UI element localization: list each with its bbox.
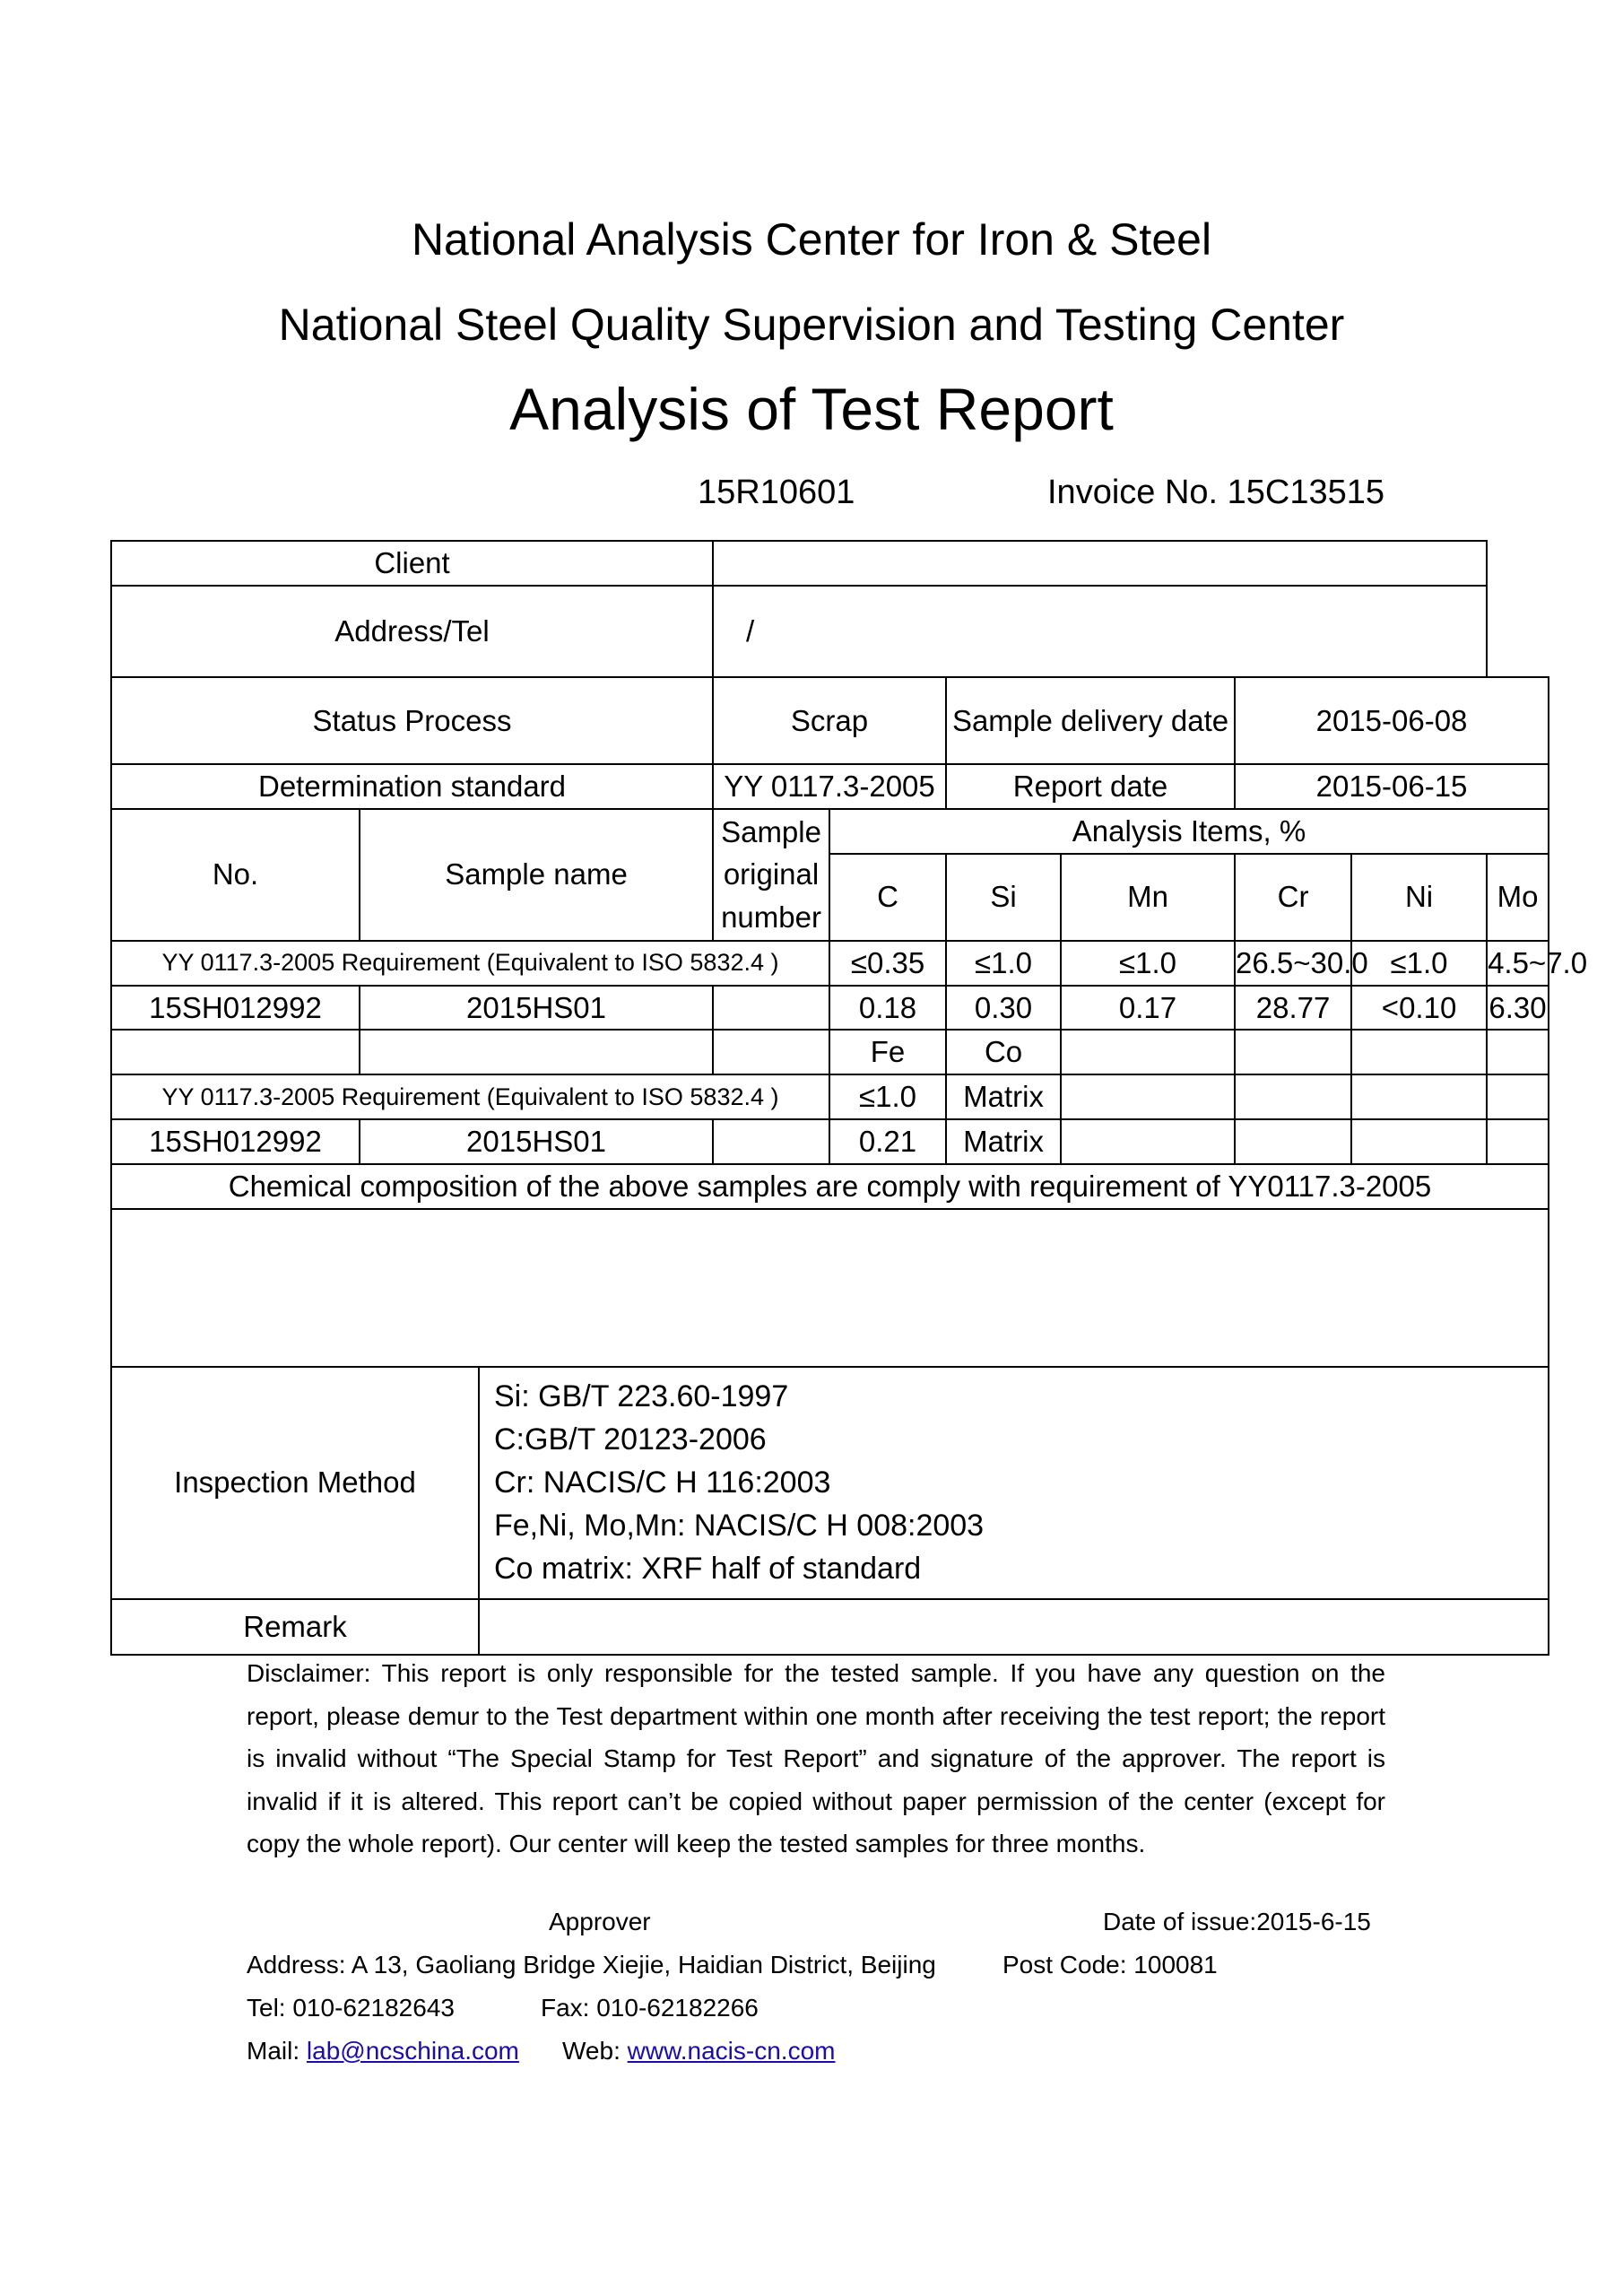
empty-cell	[1487, 1119, 1549, 1164]
web-label: Web:	[562, 2037, 621, 2065]
disclaimer: Disclaimer: This report is only responsible for the tested sample. If you have any question on the report, please demur to the Test department within one month after receiving the test report; the report is invalid without “The Special Stamp for Test Report” and signature of the approver. The report is invalid if it is altered. This report can’t be copied without paper permission of the center (except for copy the whole report). Our center will keep the tested samples for three months.	[247, 1659, 1385, 1857]
remark-value	[479, 1599, 1549, 1655]
mail-link[interactable]: lab@ncschina.com	[306, 2037, 519, 2065]
report-date-value: 2015-06-15	[1235, 764, 1549, 809]
empty-cell	[1487, 1030, 1549, 1074]
requirement-value: ≤1.0	[1061, 941, 1235, 986]
report-table	[110, 540, 1588, 1656]
sample-name: 2015HS01	[360, 986, 713, 1031]
mail-label: Mail:	[247, 2037, 300, 2065]
empty-cell	[1351, 1030, 1487, 1074]
report-title: Analysis of Test Report	[509, 376, 1114, 442]
invoice-number: Invoice No. 15C13515	[1047, 474, 1385, 511]
date-of-issue: Date of issue:2015-6-15	[1103, 1908, 1371, 1935]
requirement-label: YY 0117.3-2005 Requirement (Equivalent to ISO 5832.4 )	[111, 1074, 829, 1119]
inspection-method-label: Inspection Method	[111, 1367, 479, 1599]
client-label: Client	[111, 541, 713, 586]
requirement-value: ≤1.0	[829, 1074, 946, 1119]
method-item: Co matrix: XRF half of standard	[494, 1552, 922, 1587]
result-value: <0.10	[1351, 986, 1487, 1031]
requirement-value: 26.5~30.0	[1235, 941, 1351, 986]
requirement-value: ≤1.0	[946, 941, 1061, 986]
no-header: No.	[111, 809, 360, 941]
client-value	[713, 541, 1487, 586]
sample-delivery-label: Sample delivery date	[946, 677, 1235, 764]
sample-number: 15SH012992	[111, 1119, 360, 1164]
requirement-value: ≤0.35	[829, 941, 946, 986]
standard-label: Determination standard	[111, 764, 713, 809]
empty-cell	[360, 1030, 713, 1074]
method-item: C:GB/T 20123-2006	[494, 1422, 767, 1457]
empty-cell	[1235, 1030, 1351, 1074]
method-item: Fe,Ni, Mo,Mn: NACIS/C H 008:2003	[494, 1509, 985, 1544]
post-code: Post Code: 100081	[1002, 1951, 1218, 1979]
sample-original-number	[713, 986, 829, 1031]
standard-value: YY 0117.3-2005	[713, 764, 946, 809]
element-header: Co	[946, 1030, 1061, 1074]
status-label: Status Process	[111, 677, 713, 764]
telephone: Tel: 010-62182643	[247, 1994, 455, 2022]
center-name: National Analysis Center for Iron & Steel	[411, 214, 1212, 265]
sample-name-header: Sample name	[360, 809, 713, 941]
empty-cell	[713, 1030, 829, 1074]
sample-original-number	[713, 1119, 829, 1164]
result-value: 28.77	[1235, 986, 1351, 1031]
blank-row	[111, 1209, 1549, 1367]
conclusion: Chemical composition of the above samples are comply with requirement of YY0117.3-2005	[111, 1164, 1549, 1209]
method-item: Cr: NACIS/C H 116:2003	[494, 1465, 831, 1500]
empty-cell	[1235, 1119, 1351, 1164]
empty-cell	[111, 1030, 360, 1074]
original-number-header: Sample original number	[713, 809, 829, 941]
report-number: 15R10601	[698, 474, 855, 511]
empty-cell	[1061, 1074, 1235, 1119]
element-header: C	[829, 854, 946, 941]
element-header: Ni	[1351, 854, 1487, 941]
empty-cell	[1351, 1074, 1487, 1119]
address-label: Address/Tel	[111, 586, 713, 677]
requirement-value: Matrix	[946, 1074, 1061, 1119]
status-value: Scrap	[713, 677, 946, 764]
empty-cell	[1061, 1030, 1235, 1074]
result-value: 6.30	[1487, 986, 1549, 1031]
center-subname: National Steel Quality Supervision and Testing Center	[278, 300, 1345, 350]
fax: Fax: 010-62182266	[541, 1994, 759, 2022]
remark-label: Remark	[111, 1599, 479, 1655]
element-header: Fe	[829, 1030, 946, 1074]
empty-cell	[1487, 1074, 1549, 1119]
result-value: Matrix	[946, 1119, 1061, 1164]
mail-line	[247, 2037, 519, 2066]
result-value: 0.30	[946, 986, 1061, 1031]
element-header: Mo	[1487, 854, 1549, 941]
web-line	[562, 2037, 835, 2066]
requirement-value: ≤1.0	[1351, 941, 1487, 986]
approver-label: Approver	[549, 1908, 651, 1935]
sample-delivery-value: 2015-06-08	[1235, 677, 1549, 764]
result-value: 0.17	[1061, 986, 1235, 1031]
empty-cell	[1351, 1119, 1487, 1164]
web-link[interactable]: www.nacis-cn.com	[627, 2037, 836, 2065]
requirement-label: YY 0117.3-2005 Requirement (Equivalent to ISO 5832.4 )	[111, 941, 829, 986]
sample-number: 15SH012992	[111, 986, 360, 1031]
report-date-label: Report date	[946, 764, 1235, 809]
result-value: 0.18	[829, 986, 946, 1031]
requirement-value: 4.5~7.0	[1487, 941, 1549, 986]
empty-cell	[1235, 1074, 1351, 1119]
sample-name: 2015HS01	[360, 1119, 713, 1164]
address-value: /	[713, 586, 1487, 677]
element-header: Mn	[1061, 854, 1235, 941]
element-header: Cr	[1235, 854, 1351, 941]
element-header: Si	[946, 854, 1061, 941]
result-value: 0.21	[829, 1119, 946, 1164]
analysis-items-header: Analysis Items, %	[829, 809, 1549, 854]
inspection-method-list	[479, 1367, 1549, 1599]
address: Address: A 13, Gaoliang Bridge Xiejie, Haidian District, Beijing	[247, 1951, 936, 1979]
method-item: Si: GB/T 223.60-1997	[494, 1379, 789, 1414]
empty-cell	[1061, 1119, 1235, 1164]
